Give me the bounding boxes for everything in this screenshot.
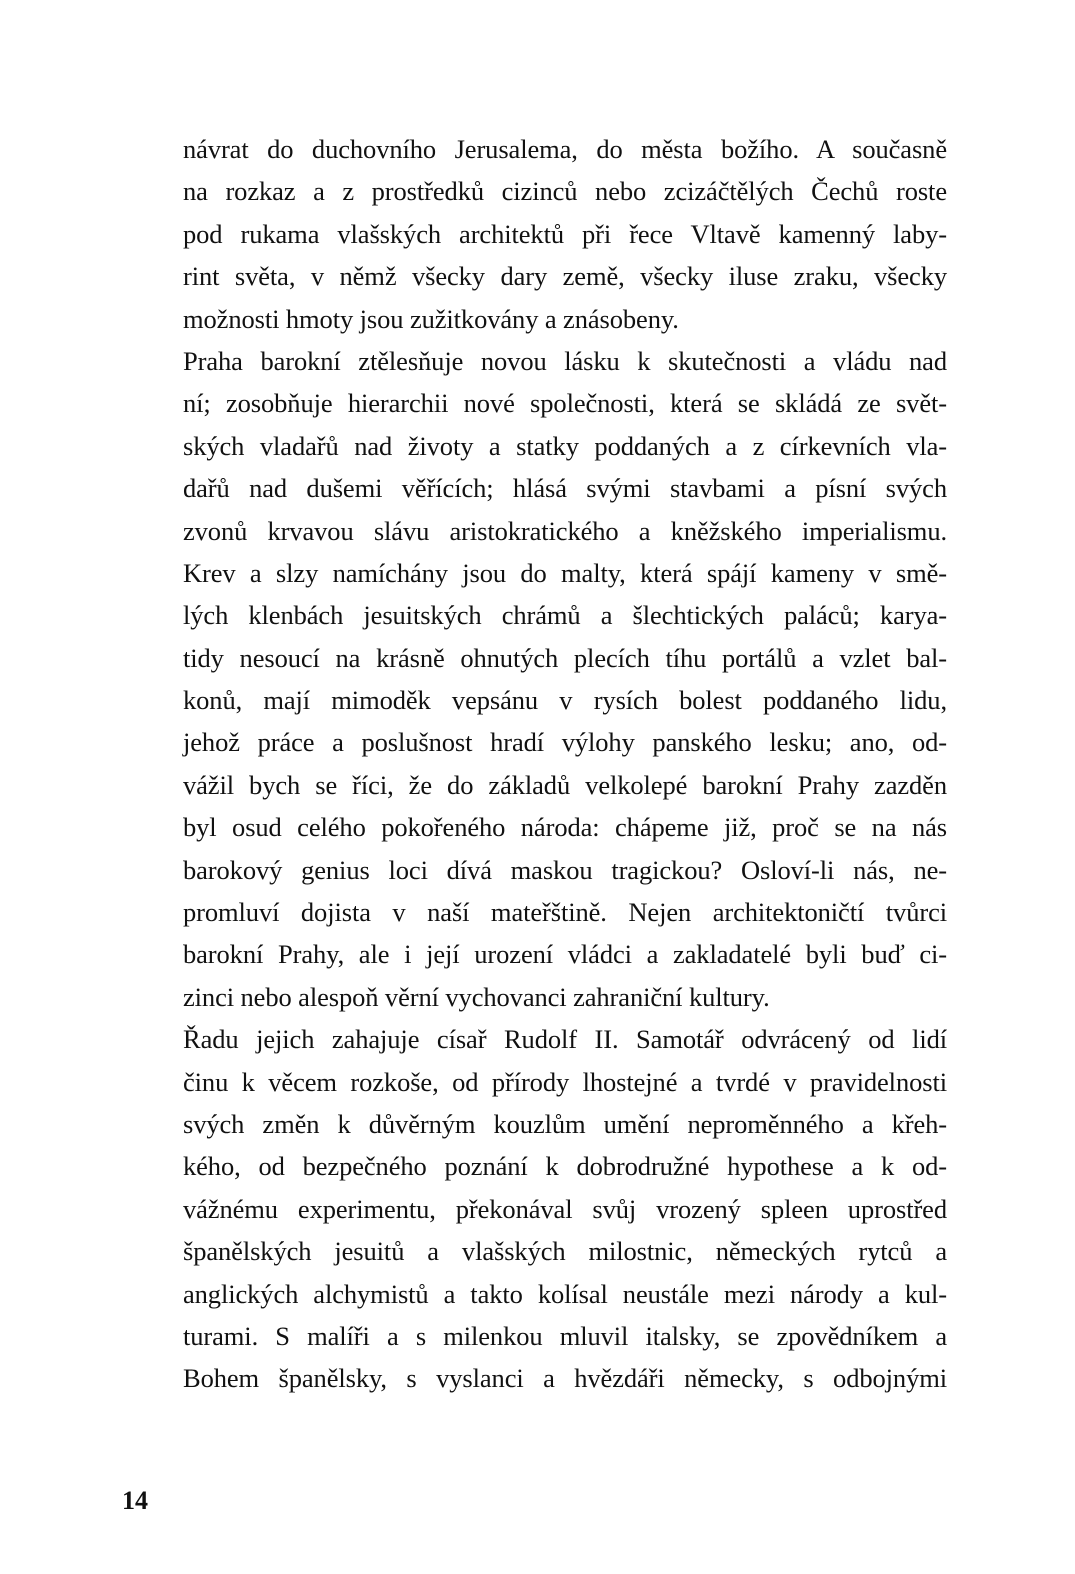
text-line: promluví dojista v naší mateřštině. Nejen architektoničtí tvůrci — [183, 897, 947, 928]
text-line: na rozkaz a z prostředků cizinců nebo zcizáčtělých Čechů roste — [183, 176, 947, 207]
text-line: možnosti hmoty jsou zužitkovány a znásobeny. — [183, 303, 679, 334]
text-line: barokový genius loci dívá maskou tragickou? Osloví-li nás, ne- — [183, 854, 947, 885]
text-line: byl osud celého pokořeného národa: chápeme již, proč se na nás — [183, 812, 947, 843]
text-line: barokní Prahy, ale i její urození vládci a zakladatelé byli buď ci- — [183, 939, 947, 970]
text-line: ní; zosobňuje hierarchii nové společnosti, která se skládá ze svět- — [183, 388, 947, 419]
text-line: Bohem španělsky, s vyslanci a hvězdáři německy, s odbojnými — [183, 1363, 947, 1394]
text-line: kého, od bezpečného poznání k dobrodružné hypothese a k od- — [183, 1151, 947, 1182]
text-line: tidy nesoucí na krásně ohnutých plecích tíhu portálů a vzlet bal- — [183, 642, 947, 673]
text-line: rint světa, v němž všecky dary země, všecky iluse zraku, všecky — [183, 261, 947, 292]
text-line: lých klenbách jesuitských chrámů a šlechtických paláců; karya- — [183, 600, 947, 631]
text-line: jehož práce a poslušnost hradí výlohy panského lesku; ano, od- — [183, 727, 947, 758]
text-line: Praha barokní ztělesňuje novou lásku k skutečnosti a vládu nad — [183, 345, 947, 376]
text-line: pod rukama vlašských architektů při řece Vltavě kamenný laby- — [183, 218, 947, 249]
text-line: španělských jesuitů a vlašských milostnic, německých rytců a — [183, 1236, 947, 1267]
text-line: anglických alchymistů a takto kolísal neustále mezi národy a kul- — [183, 1278, 947, 1309]
text-line: činu k věcem rozkoše, od přírody lhostejné a tvrdé v pravidelnosti — [183, 1066, 947, 1097]
text-line: Krev a slzy namíchány jsou do malty, která spájí kameny v smě- — [183, 557, 947, 588]
text-line: vážnému experimentu, překonával svůj vrozený spleen uprostřed — [183, 1193, 947, 1224]
text-line: konů, mají mimoděk vepsánu v rysích bolest poddaného lidu, — [183, 685, 947, 716]
text-line: návrat do duchovního Jerusalema, do města božího. A současně — [183, 134, 947, 164]
text-line: dařů nad dušemi věřících; hlásá svými stavbami a písní svých — [183, 473, 947, 504]
text-line: zinci nebo alespoň věrní vychovanci zahraniční kultury. — [183, 981, 770, 1012]
page-number: 14 — [122, 1486, 148, 1515]
text-line: vážil bych se říci, že do základů velkolepé barokní Prahy zazděn — [183, 769, 947, 800]
body-text — [183, 128, 947, 1400]
text-line: svých změn k důvěrným kouzlům umění neproměnného a křeh- — [183, 1108, 947, 1139]
text-line: zvonů krvavou slávu aristokratického a kněžského imperialismu. — [183, 515, 947, 546]
text-line: Řadu jejich zahajuje císař Rudolf II. Samotář odvrácený od lidí — [183, 1024, 947, 1055]
text-line: turami. S malíři a s milenkou mluvil italsky, se zpovědníkem a — [183, 1320, 947, 1351]
text-line: ských vladařů nad životy a statky poddaných a z církevních vla- — [183, 430, 947, 461]
